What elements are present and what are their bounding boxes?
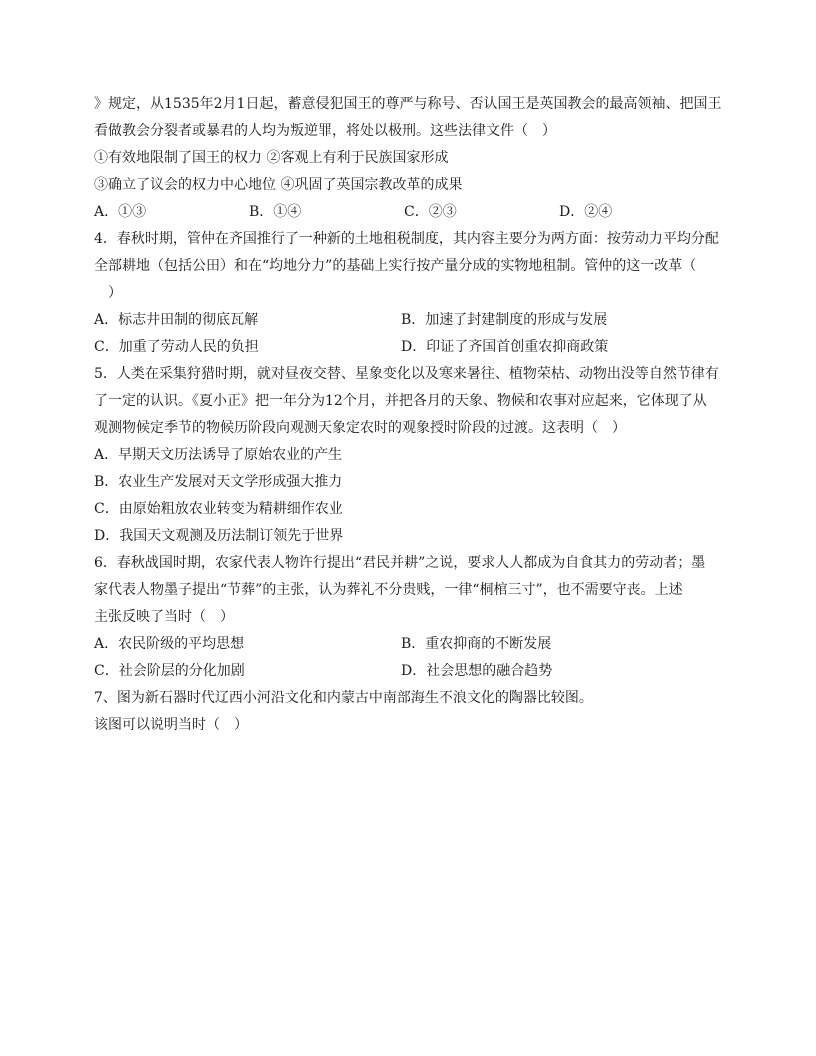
q5-option-a[interactable]: A．早期天文历法诱导了原始农业的产生 xyxy=(94,447,343,463)
q6-stem-line-1: 6．春秋战国时期，农家代表人物许行提出“君民并耕”之说，要求人人都成为自食其力的劳动者；墨 xyxy=(94,555,706,571)
q3-option-c[interactable]: C．②③ xyxy=(404,204,457,220)
q6-options-row-1 xyxy=(94,631,724,658)
q4-stem-line-2: 全部耕地（包括公田）和在“均地分力”的基础上实行按产量分成的实物地租制。管仲的这一改革（ xyxy=(94,258,697,274)
exam-page xyxy=(94,91,724,739)
q3-option-a[interactable]: A．①③ xyxy=(94,204,147,220)
q3-stem-line-1: 》规定，从1535年2月1日起，蓄意侵犯国王的尊严与称号、否认国王是英国教会的最高领袖、把国王 xyxy=(94,96,722,112)
q3-statement-2: ③确立了议会的权力中心地位 ④巩固了英国宗教改革的成果 xyxy=(94,177,463,193)
q7-stem-line-2: 该图可以说明当时（ ） xyxy=(94,717,248,733)
q6-options-row-2 xyxy=(94,658,724,685)
q5-stem-line-1: 5．人类在采集狩猎时期，就对昼夜交替、星象变化以及寒来暑往、植物荣枯、动物出没等自然节律有 xyxy=(94,366,719,382)
q5-option-d[interactable]: D．我国天文观测及历法制订领先于世界 xyxy=(94,528,344,544)
q6-stem-line-2: 家代表人物墨子提出“节葬”的主张，认为葬礼不分贵贱，一律“桐棺三寸”，也不需要守丧。上述 xyxy=(94,582,683,598)
q4-stem-line-1: 4．春秋时期，管仲在齐国推行了一种新的土地租税制度，其内容主要分为两方面：按劳动力平均分配 xyxy=(94,231,719,247)
q6-option-c[interactable]: C．社会阶层的分化加剧 xyxy=(94,663,245,679)
q3-option-b[interactable]: B．①④ xyxy=(249,204,302,220)
q3-options xyxy=(94,199,724,226)
q5-stem-line-2: 了一定的认识。《夏小正》把一年分为12个月，并把各月的天象、物候和农事对应起来，它体现了从 xyxy=(94,393,707,409)
q5-option-c[interactable]: C．由原始粗放农业转变为精耕细作农业 xyxy=(94,501,343,517)
q4-stem-line-3: ） xyxy=(94,285,122,301)
q3-option-d[interactable]: D．②④ xyxy=(559,204,613,220)
q6-option-a[interactable]: A．农民阶级的平均思想 xyxy=(94,636,245,652)
q3-statement-1: ①有效地限制了国王的权力 ②客观上有利于民族国家形成 xyxy=(94,150,449,166)
q4-options-row-1 xyxy=(94,307,724,334)
q5-stem-line-3: 观测物候定季节的物候历阶段向观测天象定农时的观象授时阶段的过渡。这表明（ ） xyxy=(94,420,626,436)
q6-option-d[interactable]: D．社会思想的融合趋势 xyxy=(401,663,553,679)
q3-stem-line-2: 看做教会分裂者或暴君的人均为叛逆罪，将处以极刑。这些法律文件（ ） xyxy=(94,123,556,139)
q4-options-row-2 xyxy=(94,334,724,361)
q4-option-a[interactable]: A．标志井田制的彻底瓦解 xyxy=(94,312,259,328)
q7-stem-line-1: 7、图为新石器时代辽西小河沿文化和内蒙古中南部海生不浪文化的陶器比较图。 xyxy=(94,690,593,706)
q4-option-c[interactable]: C．加重了劳动人民的负担 xyxy=(94,339,259,355)
q4-option-b[interactable]: B．加速了封建制度的形成与发展 xyxy=(401,312,608,328)
q4-option-d[interactable]: D．印证了齐国首创重农抑商政策 xyxy=(401,339,609,355)
q5-option-b[interactable]: B．农业生产发展对天文学形成强大推力 xyxy=(94,474,343,490)
q6-option-b[interactable]: B．重农抑商的不断发展 xyxy=(401,636,552,652)
q6-stem-line-3: 主张反映了当时（ ） xyxy=(94,609,234,625)
